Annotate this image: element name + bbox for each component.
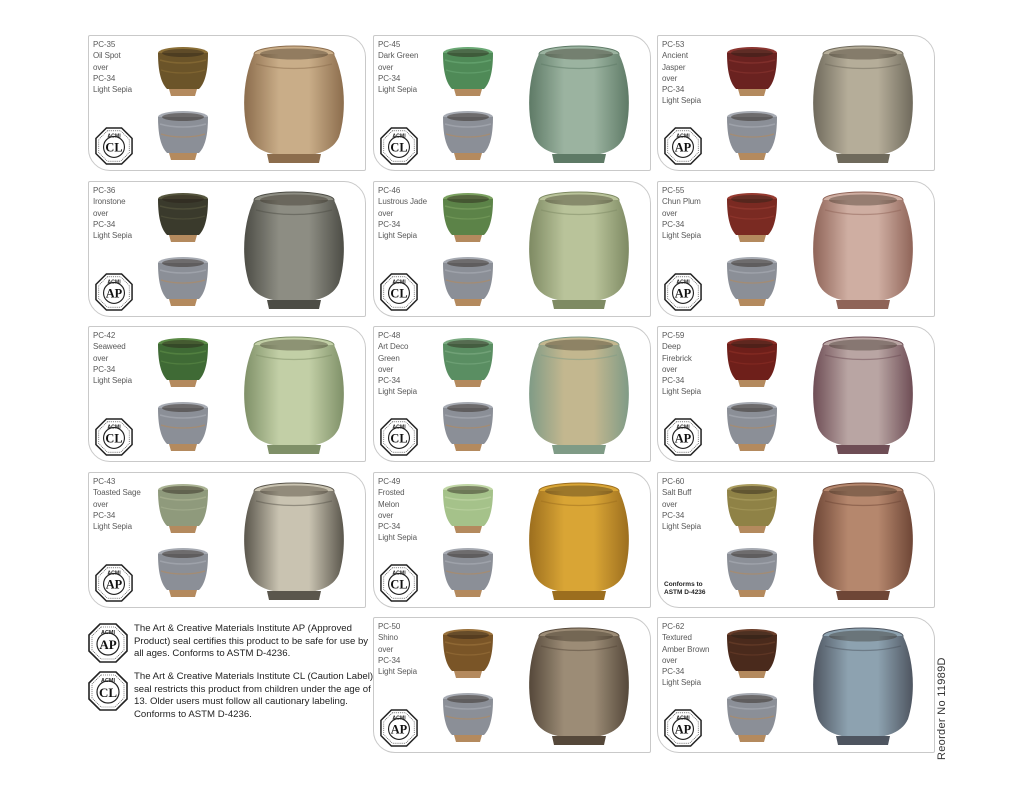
svg-text:AP: AP xyxy=(390,722,408,737)
glaze-label-line: PC-62 xyxy=(662,622,685,631)
test-cup-base-glaze-image xyxy=(724,690,780,746)
glaze-label-line: over xyxy=(378,644,394,654)
test-cup-base-glaze-image xyxy=(155,399,211,455)
glaze-card-pc-45 xyxy=(373,35,651,171)
glaze-card-pc-42 xyxy=(88,326,366,462)
glaze-label-line: PC-34 xyxy=(662,85,685,95)
glaze-label-line: over xyxy=(378,62,394,72)
svg-text:AP: AP xyxy=(105,577,123,592)
glaze-label-line: PC-34 xyxy=(93,364,116,374)
cl-seal-icon xyxy=(88,671,128,711)
glaze-label-line: Toasted Sage xyxy=(93,488,141,498)
glaze-label xyxy=(378,39,434,95)
reorder-number: Reorder No 11989D xyxy=(936,657,948,760)
glaze-card-pc-49 xyxy=(373,472,651,608)
glaze-label-line: Light Sepia xyxy=(662,387,701,397)
test-cup-base-glaze-image xyxy=(440,545,496,601)
glaze-label-line: over xyxy=(662,208,678,218)
glaze-label-line: Light Sepia xyxy=(662,522,701,532)
glaze-label-line: PC-55 xyxy=(662,186,685,195)
glaze-label-line: Light Sepia xyxy=(93,85,132,95)
svg-text:ACMI: ACMI xyxy=(107,279,121,286)
conformance-line: Conforms to xyxy=(664,581,703,588)
test-cup-glaze-image xyxy=(724,626,780,682)
svg-text:CL: CL xyxy=(105,431,123,446)
glaze-label-line: over xyxy=(93,353,109,363)
cl-seal-description: The Art & Creative Materials Institute CL (Caution Label) seal restricts this product from children under the age of 13. Older users must follow all cautionary labeling. Conforms to ASTM D-4236. xyxy=(134,671,374,720)
layered-glaze-vase-image xyxy=(239,333,349,457)
svg-text:AP: AP xyxy=(674,431,692,446)
glaze-label xyxy=(662,330,718,398)
glaze-card-pc-53 xyxy=(657,35,935,171)
glaze-label-line: PC-48 xyxy=(378,331,401,340)
glaze-label-line: over xyxy=(93,62,109,72)
glaze-label-line: PC-36 xyxy=(93,186,116,195)
test-cup-base-glaze-image xyxy=(724,545,780,601)
glaze-card-pc-55 xyxy=(657,181,935,317)
test-cup-glaze-image xyxy=(724,190,780,246)
glaze-label-line: PC-53 xyxy=(662,40,685,49)
glaze-label-line: Light Sepia xyxy=(378,85,417,95)
svg-text:ACMI: ACMI xyxy=(676,424,690,431)
layered-glaze-vase-image xyxy=(808,42,918,166)
ap-seal-icon xyxy=(88,623,128,663)
test-cup-base-glaze-image xyxy=(440,108,496,164)
svg-text:ACMI: ACMI xyxy=(392,133,406,140)
glaze-label-line: PC-34 xyxy=(662,667,685,677)
layered-glaze-vase-image xyxy=(524,188,634,312)
glaze-label-line: Light Sepia xyxy=(378,533,417,543)
ap-seal-icon xyxy=(95,564,133,602)
glaze-label-line: Chun Plum xyxy=(662,197,701,207)
layered-glaze-vase-image xyxy=(524,624,634,748)
glaze-label-line: Light Sepia xyxy=(662,96,701,106)
glaze-label-line: Light Sepia xyxy=(93,231,132,241)
ap-seal-icon xyxy=(664,273,702,311)
test-cup-glaze-image xyxy=(155,44,211,100)
test-cup-glaze-image xyxy=(724,44,780,100)
glaze-label-line: PC-42 xyxy=(93,331,116,340)
test-cup-base-glaze-image xyxy=(440,399,496,455)
glaze-label-line: Light Sepia xyxy=(378,387,417,397)
ap-seal-description: The Art & Creative Materials Institute AP (Approved Product) seal certifies this product to be safe for use by all ages. Conforms to ASTM D-4236. xyxy=(134,623,369,660)
glaze-label-line: Ancient xyxy=(662,51,688,61)
svg-text:AP: AP xyxy=(674,722,692,737)
svg-text:AP: AP xyxy=(105,286,123,301)
glaze-label-line: over xyxy=(378,364,394,374)
svg-text:ACMI: ACMI xyxy=(676,133,690,140)
cl-seal-icon xyxy=(380,273,418,311)
glaze-label-line: over xyxy=(662,364,678,374)
cl-seal-icon xyxy=(380,564,418,602)
conformance-note xyxy=(664,581,706,597)
glaze-label xyxy=(662,39,718,107)
test-cup-glaze-image xyxy=(440,481,496,537)
glaze-label-line: PC-34 xyxy=(93,510,116,520)
glaze-label-line: Frosted xyxy=(378,488,405,498)
conformance-line: ASTM D-4236 xyxy=(664,589,706,596)
ap-seal-icon xyxy=(664,418,702,456)
svg-text:CL: CL xyxy=(390,286,408,301)
test-cup-base-glaze-image xyxy=(440,254,496,310)
glaze-label-line: PC-34 xyxy=(378,73,401,83)
test-cup-base-glaze-image xyxy=(155,545,211,601)
cl-seal-icon xyxy=(380,127,418,165)
glaze-label-line: Dark Green xyxy=(378,51,419,61)
glaze-label xyxy=(93,330,149,386)
test-cup-glaze-image xyxy=(724,335,780,391)
test-cup-glaze-image xyxy=(440,190,496,246)
svg-text:ACMI: ACMI xyxy=(107,570,121,577)
glaze-label-line: Green xyxy=(378,353,400,363)
layered-glaze-vase-image xyxy=(239,188,349,312)
glaze-label-line: Lustrous Jade xyxy=(378,197,427,207)
svg-text:ACMI: ACMI xyxy=(392,279,406,286)
glaze-label-line: over xyxy=(93,208,109,218)
glaze-label-line: Deep xyxy=(662,342,681,352)
glaze-label-line: Ironstone xyxy=(93,197,126,207)
svg-text:ACMI: ACMI xyxy=(100,678,116,684)
glaze-card-pc-43 xyxy=(88,472,366,608)
layered-glaze-vase-image xyxy=(808,333,918,457)
layered-glaze-vase-image xyxy=(808,624,918,748)
glaze-label-line: Shino xyxy=(378,633,398,643)
svg-text:ACMI: ACMI xyxy=(392,424,406,431)
test-cup-glaze-image xyxy=(155,190,211,246)
glaze-label xyxy=(662,185,718,241)
ap-seal-icon xyxy=(664,709,702,747)
test-cup-base-glaze-image xyxy=(724,108,780,164)
svg-text:CL: CL xyxy=(390,140,408,155)
svg-text:ACMI: ACMI xyxy=(392,570,406,577)
glaze-label-line: PC-59 xyxy=(662,331,685,340)
test-cup-glaze-image xyxy=(440,626,496,682)
glaze-label-line: PC-35 xyxy=(93,40,116,49)
glaze-label-line: over xyxy=(378,510,394,520)
glaze-label xyxy=(93,185,149,241)
glaze-label-line: PC-34 xyxy=(93,73,116,83)
glaze-label-line: PC-34 xyxy=(662,219,685,229)
glaze-card-pc-60 xyxy=(657,472,935,608)
glaze-label-line: Jasper xyxy=(662,62,686,72)
glaze-label-line: Light Sepia xyxy=(662,231,701,241)
glaze-label-line: Light Sepia xyxy=(93,376,132,386)
layered-glaze-vase-image xyxy=(239,42,349,166)
svg-text:CL: CL xyxy=(98,685,118,700)
svg-text:ACMI: ACMI xyxy=(676,279,690,286)
glaze-label xyxy=(378,330,434,398)
glaze-label-line: PC-43 xyxy=(93,477,116,486)
glaze-label-line: Light Sepia xyxy=(378,667,417,677)
glaze-label-line: Salt Buff xyxy=(662,488,692,498)
svg-text:AP: AP xyxy=(674,140,692,155)
svg-text:ACMI: ACMI xyxy=(107,424,121,431)
test-cup-base-glaze-image xyxy=(155,254,211,310)
glaze-label-line: Light Sepia xyxy=(662,678,701,688)
glaze-label-line: Light Sepia xyxy=(378,231,417,241)
ap-seal-icon xyxy=(664,127,702,165)
svg-text:ACMI: ACMI xyxy=(107,133,121,140)
glaze-label-line: Firebrick xyxy=(662,353,692,363)
test-cup-base-glaze-image xyxy=(440,690,496,746)
glaze-label xyxy=(93,476,149,532)
svg-text:ACMI: ACMI xyxy=(676,715,690,722)
glaze-card-pc-48 xyxy=(373,326,651,462)
glaze-card-pc-46 xyxy=(373,181,651,317)
glaze-card-pc-62 xyxy=(657,617,935,753)
glaze-label-line: PC-34 xyxy=(378,219,401,229)
glaze-label-line: PC-34 xyxy=(662,510,685,520)
glaze-label-line: Seaweed xyxy=(93,342,126,352)
glaze-label-line: Textured xyxy=(662,633,692,643)
layered-glaze-vase-image xyxy=(524,479,634,603)
test-cup-base-glaze-image xyxy=(724,399,780,455)
glaze-label-line: PC-60 xyxy=(662,477,685,486)
test-cup-glaze-image xyxy=(440,335,496,391)
glaze-card-pc-50 xyxy=(373,617,651,753)
cl-seal-icon xyxy=(380,418,418,456)
test-cup-base-glaze-image xyxy=(155,108,211,164)
glaze-label xyxy=(93,39,149,95)
glaze-card-pc-35 xyxy=(88,35,366,171)
glaze-label-line: Art Deco xyxy=(378,342,409,352)
glaze-label xyxy=(662,476,718,532)
glaze-label-line: PC-34 xyxy=(378,376,401,386)
layered-glaze-vase-image xyxy=(239,479,349,603)
ap-seal-icon xyxy=(95,273,133,311)
layered-glaze-vase-image xyxy=(524,42,634,166)
ap-seal-icon xyxy=(380,709,418,747)
svg-text:CL: CL xyxy=(390,577,408,592)
glaze-label-line: PC-34 xyxy=(662,376,685,386)
svg-text:CL: CL xyxy=(390,431,408,446)
test-cup-glaze-image xyxy=(155,481,211,537)
layered-glaze-vase-image xyxy=(808,479,918,603)
glaze-card-pc-36 xyxy=(88,181,366,317)
glaze-label xyxy=(662,621,718,689)
test-cup-glaze-image xyxy=(440,44,496,100)
glaze-label-line: PC-34 xyxy=(93,219,116,229)
svg-text:CL: CL xyxy=(105,140,123,155)
test-cup-glaze-image xyxy=(724,481,780,537)
glaze-label-line: PC-45 xyxy=(378,40,401,49)
test-cup-base-glaze-image xyxy=(724,254,780,310)
glaze-label-line: Oil Spot xyxy=(93,51,121,61)
glaze-label-line: over xyxy=(662,499,678,509)
glaze-card-pc-59 xyxy=(657,326,935,462)
glaze-label xyxy=(378,476,434,544)
glaze-label-line: over xyxy=(378,208,394,218)
glaze-label-line: over xyxy=(93,499,109,509)
glaze-label-line: PC-34 xyxy=(378,655,401,665)
cl-seal-icon xyxy=(95,418,133,456)
layered-glaze-vase-image xyxy=(808,188,918,312)
glaze-label-line: over xyxy=(662,655,678,665)
svg-text:ACMI: ACMI xyxy=(100,630,116,636)
glaze-label-line: PC-49 xyxy=(378,477,401,486)
glaze-label xyxy=(378,185,434,241)
cl-seal-icon xyxy=(95,127,133,165)
glaze-label-line: PC-34 xyxy=(378,522,401,532)
layered-glaze-vase-image xyxy=(524,333,634,457)
glaze-label-line: Amber Brown xyxy=(662,644,710,654)
svg-text:ACMI: ACMI xyxy=(392,715,406,722)
glaze-label-line: PC-50 xyxy=(378,622,401,631)
glaze-label-line: Light Sepia xyxy=(93,522,132,532)
svg-text:AP: AP xyxy=(99,637,117,652)
glaze-label-line: PC-46 xyxy=(378,186,401,195)
svg-text:AP: AP xyxy=(674,286,692,301)
test-cup-glaze-image xyxy=(155,335,211,391)
glaze-label xyxy=(378,621,434,677)
glaze-label-line: Melon xyxy=(378,499,400,509)
glaze-label-line: over xyxy=(662,73,678,83)
